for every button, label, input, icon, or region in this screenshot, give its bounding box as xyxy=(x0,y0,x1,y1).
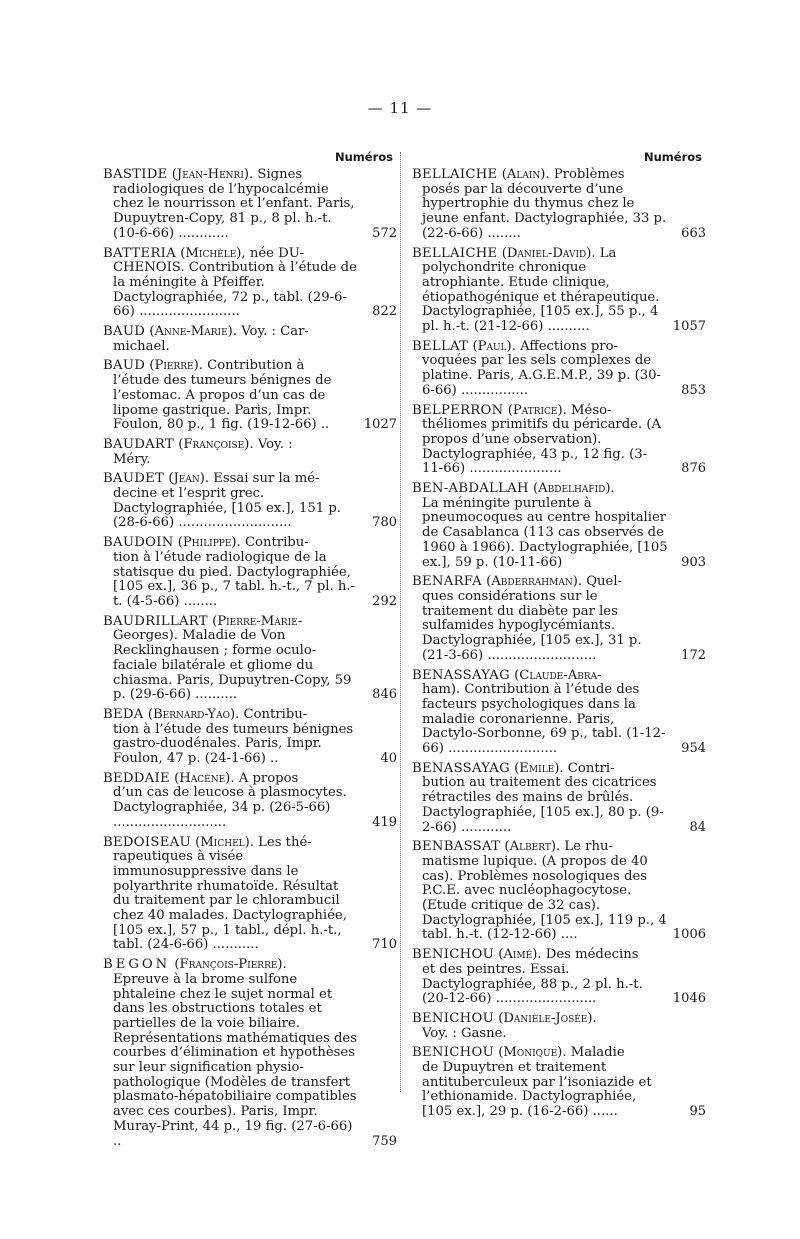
left-entry-list xyxy=(103,167,397,1149)
author-given-name: (Jean-Henri). xyxy=(171,167,254,182)
entry-title-start: Voy. : xyxy=(257,436,293,452)
entry-description: decine et l’esprit grec. Dactylographiée, [105 ex.], 151 p. (28-6-66) ........................... xyxy=(113,486,341,531)
author-surname: BENASSAYAG xyxy=(412,760,510,776)
catalog-entry xyxy=(412,402,706,478)
author-surname: BAUD xyxy=(103,324,146,340)
entry-title-start: Contribu- xyxy=(244,535,309,551)
entry-number: 710 xyxy=(372,937,397,953)
author-surname: BEDDAIE xyxy=(103,770,170,786)
entry-description: tion à l’étude radiologique de la statisque du pied. Dactylographiée, [105 ex.], 36 p., 7 tabl. h.-t., 7 pl. h.-t. (4-5-66) ........ xyxy=(113,549,356,609)
entry-description: d’un cas de leucose à plasmocytes. Dactylographiée, 34 p. (26-5-66) ........................... xyxy=(113,785,347,830)
entry-title-start: La xyxy=(599,245,617,261)
entry-number: 903 xyxy=(681,554,706,570)
entry-title-start: Problèmes xyxy=(553,167,625,182)
author-given-name: (Danièle-Josée). xyxy=(498,1010,597,1026)
author-given-name: (Philippe). xyxy=(177,535,241,551)
author-surname: BENICHOU xyxy=(412,1045,494,1061)
entry-title-start: Maladie xyxy=(570,1045,625,1061)
author-given-name: (Hacène). xyxy=(174,770,235,786)
author-given-name: (Alain). xyxy=(501,167,550,182)
catalog-entry xyxy=(412,245,706,335)
entry-title-start: Les thé- xyxy=(258,834,312,850)
entry-number: 572 xyxy=(372,225,397,241)
catalog-entry xyxy=(412,1045,706,1120)
entry-description: polychondrite chronique atrophiante. Etude clinique, étiopathogénique et thérapeutique. Dactylographiée, [105 ex.], 55 p., 4 pl. h.-t. (21-12-66) .......... xyxy=(422,260,660,335)
catalog-entry xyxy=(103,245,397,321)
author-surname: BEGON xyxy=(103,957,171,973)
author-surname: BEDA xyxy=(103,706,144,722)
entry-number: 780 xyxy=(372,515,397,531)
entry-title-start: née DU- xyxy=(249,245,305,261)
entry-description: Voy. : Gasne. xyxy=(422,1025,507,1041)
catalog-entry xyxy=(103,957,397,1149)
author-surname: BASTIDE xyxy=(103,167,168,182)
page-number: — 11 — xyxy=(367,99,433,117)
author-given-name: (Daniel-David). xyxy=(501,245,596,261)
entry-number: 419 xyxy=(372,814,397,830)
author-surname: BEN-ABDALLAH xyxy=(412,481,529,497)
entry-description: théliomes primitifs du péricarde. (A propos d’une observation). Dactylographiée, 43 p., 12 fig. (3-11-66) ...................... xyxy=(422,417,662,477)
entry-description: La méningite purulente à pneumocoques au centre hospitalier de Casablanca (113 cas observés de 1960 à 1966). Dactylographiée, [105 ex.], 59 p. (10-11-66) xyxy=(422,495,668,570)
author-given-name: (Bernard-Yao). xyxy=(147,706,240,722)
author-given-name: (Monique). xyxy=(498,1045,567,1061)
entry-description: CHENOIS. Contribution à l’étude de la méningite à Pfeiffer. Dactylographiée, 72 p., tabl. (29-6-66) ........................ xyxy=(113,260,357,320)
catalog-entry xyxy=(412,947,706,1007)
entry-title-start: Méso- xyxy=(571,402,612,418)
catalog-entry xyxy=(103,471,397,531)
author-surname: BAUD xyxy=(103,358,146,374)
catalog-entry xyxy=(103,358,397,433)
catalog-entry xyxy=(412,760,706,836)
entry-title-start: Des médecins xyxy=(545,947,639,963)
entry-number: 846 xyxy=(372,687,397,703)
author-surname: BAUDART xyxy=(103,436,175,452)
catalog-entry xyxy=(412,667,706,757)
right-entry-list xyxy=(412,167,706,1120)
entry-description: radiologiques de l’hypocalcémie chez le nourrisson et l’enfant. Paris, Dupuytren-Copy, 81 p., 8 pl. h.-t. (10-6-66) ............ xyxy=(113,181,355,241)
entry-number: 1046 xyxy=(672,991,706,1007)
author-surname: BELLAICHE xyxy=(412,167,498,182)
catalog-entry xyxy=(412,839,706,943)
entry-description: voquées par les sels complexes de platine. Paris, A.G.E.M.P., 39 p. (30-6-66) ................ xyxy=(422,353,661,398)
author-given-name: (Anne-Marie). xyxy=(149,324,237,340)
entry-number: 172 xyxy=(681,647,706,663)
author-given-name: (Patrice). xyxy=(507,402,567,418)
entry-description: posés par la découverte d’une hypertrophie du thymus chez le jeune enfant. Dactylographiée, 33 p. (22-6-66) ........ xyxy=(422,181,667,241)
author-given-name: (Jean). xyxy=(168,471,210,487)
catalog-entry xyxy=(103,706,397,767)
entry-title-start: A propos xyxy=(238,770,299,786)
entry-title-start: Voy. : Car- xyxy=(241,324,309,340)
entry-number: 84 xyxy=(689,819,706,835)
author-surname: BELLAICHE xyxy=(412,245,498,261)
author-given-name: (Paul). xyxy=(472,338,516,354)
entry-description: rapeutiques à visée immunosuppressive dans le polyarthrite rhumatoïde. Résultat du traitement par le chlorambucil chez 40 malades. Dactylographiée, [105 ex.], 57 p., 1 tabl., dépl. h.-t., tabl. (24-6-66) ........... xyxy=(113,849,347,953)
entry-title-start: Signes xyxy=(257,167,303,182)
entry-number: 40 xyxy=(380,751,397,767)
author-given-name: (Emile). xyxy=(514,760,564,776)
author-given-name: (Albert). xyxy=(504,839,561,855)
author-surname: BAUDET xyxy=(103,471,165,487)
author-given-name: (Pierre-Marie- xyxy=(212,613,303,629)
author-surname: BELLAT xyxy=(412,338,469,354)
entry-description: et des peintres. Essai. Dactylographiée, 88 p., 2 pl. h.-t. (20-12-66) ........................ xyxy=(422,961,643,1007)
entry-number: 1006 xyxy=(672,927,706,943)
author-given-name: (Michèle), xyxy=(180,245,246,261)
author-given-name: (Abderrahman). xyxy=(486,574,583,590)
author-surname: BENASSAYAG xyxy=(412,667,510,683)
author-given-name: (Michel). xyxy=(195,834,254,850)
catalog-entry xyxy=(412,338,706,399)
entry-description: ham). Contribution à l’étude des facteurs psychologiques dans la maladie coronarienne. Paris, Dactylo-Sorbonne, 69 p., tabl. (1-12-66) .......................... xyxy=(422,682,666,757)
entry-number: 759 xyxy=(372,1133,397,1149)
entry-number: 663 xyxy=(681,225,706,241)
author-surname: BAUDRILLART xyxy=(103,613,208,629)
author-given-name: (Pierre). xyxy=(149,358,203,374)
author-surname: BELPERRON xyxy=(412,402,504,418)
left-column xyxy=(103,150,397,1154)
entry-title-start: Essai sur la mé- xyxy=(213,471,320,487)
catalog-entry xyxy=(103,535,397,610)
entry-description: tion à l’étude des tumeurs bénignes gastro-duodénales. Paris, Impr. Foulon, 47 p. (24-1-66) .. xyxy=(113,721,354,767)
author-given-name: (François-Pierre). xyxy=(174,957,287,973)
column-divider xyxy=(400,152,401,1092)
entry-description: l’étude des tumeurs bénignes de l’estomac. A propos d’un cas de lipome gastrique. Paris, Impr. Foulon, 80 p., 1 fig. (19-12-66) .. xyxy=(113,373,332,433)
author-surname: BENARFA xyxy=(412,574,482,590)
catalog-entry xyxy=(412,481,706,570)
catalog-entry xyxy=(103,438,393,467)
catalog-entry xyxy=(412,167,706,242)
entry-description: Georges). Maladie de Von Recklinghausen ; forme oculo-faciale bilatérale et gliome du chiasma. Paris, Dupuytren-Copy, 59 p. (29-6-66) .......... xyxy=(113,628,352,703)
author-given-name: (Françoise). xyxy=(178,436,254,452)
author-given-name: (Claude-Abra- xyxy=(514,667,602,683)
catalog-entry xyxy=(412,1012,702,1041)
entry-number: 95 xyxy=(689,1104,706,1120)
entry-description: de Dupuytren et traitement antituberculeux par l’isoniazide et l’ethionamide. Dactylographiée, [105 ex.], 29 p. (16-2-66) ...... xyxy=(422,1060,652,1120)
catalog-entry xyxy=(103,834,397,954)
entry-title-start: Contribu- xyxy=(243,706,308,722)
catalog-entry xyxy=(103,613,397,703)
entry-description: michael. xyxy=(113,338,170,354)
catalog-entry xyxy=(103,770,397,831)
entry-description: ques considérations sur le traitement du diabète par les sulfamides hypoglycémiants. Dactylographiée, [105 ex.], 31 p. (21-3-66) .......................... xyxy=(422,588,642,663)
entry-number: 954 xyxy=(681,741,706,757)
catalog-entry xyxy=(103,325,393,354)
entry-number: 876 xyxy=(681,461,706,477)
author-surname: BENICHOU xyxy=(412,947,494,963)
author-given-name: (Abdelhafid). xyxy=(532,481,615,497)
entry-description: Epreuve à la brome sulfone phtaleine chez le sujet normal et dans les obstructions totales et partielles de la voie biliaire. Représentations mathématiques des courbes d’élimination et hypothèses sur leur signification physio-pathologique (Modèles de transfert plasmato-hépatobiliaire compatibles avec ces courbes). Paris, Impr. Muray-Print, 44 p., 19 fig. (27-6-66) .. xyxy=(113,971,357,1149)
author-surname: BAUDOIN xyxy=(103,535,174,551)
author-surname: BEDOISEAU xyxy=(103,834,191,850)
entry-title-start: Quel- xyxy=(586,574,623,590)
entry-title-start: Le rhu- xyxy=(564,839,613,855)
entry-description: matisme lupique. (A propos de 40 cas). Problèmes nosologiques des P.C.E. avec nucléophagocytose. (Etude critique de 32 cas). Dactylographiée, [105 ex.], 119 p., 4 tabl. h.-t. (12-12-66) .... xyxy=(422,853,667,943)
catalog-entry xyxy=(103,167,397,242)
entry-number: 1057 xyxy=(672,319,706,335)
entry-title-start: Contribution à xyxy=(207,358,305,374)
entry-number: 853 xyxy=(681,382,706,398)
author-surname: BENBASSAT xyxy=(412,839,501,855)
entry-number: 1027 xyxy=(363,417,397,433)
author-surname: BENICHOU xyxy=(412,1010,494,1026)
right-column xyxy=(412,150,706,1125)
catalog-entry xyxy=(412,574,706,663)
author-surname: BATTERIA xyxy=(103,245,177,261)
entry-title-start: Affections pro- xyxy=(520,338,618,354)
entry-number: 292 xyxy=(372,593,397,609)
right-column-header: Numéros xyxy=(643,150,702,164)
entry-number: 822 xyxy=(372,304,397,320)
left-column-header: Numéros xyxy=(334,150,393,164)
entry-description: bution au traitement des cicatrices rétractiles des mains de brûlés. Dactylographiée, [105 ex.], 80 p. (9-2-66) ............ xyxy=(422,775,664,835)
entry-title-start: Contri- xyxy=(567,760,615,776)
entry-description: Méry. xyxy=(113,451,151,467)
author-given-name: (Aimé). xyxy=(498,947,542,963)
